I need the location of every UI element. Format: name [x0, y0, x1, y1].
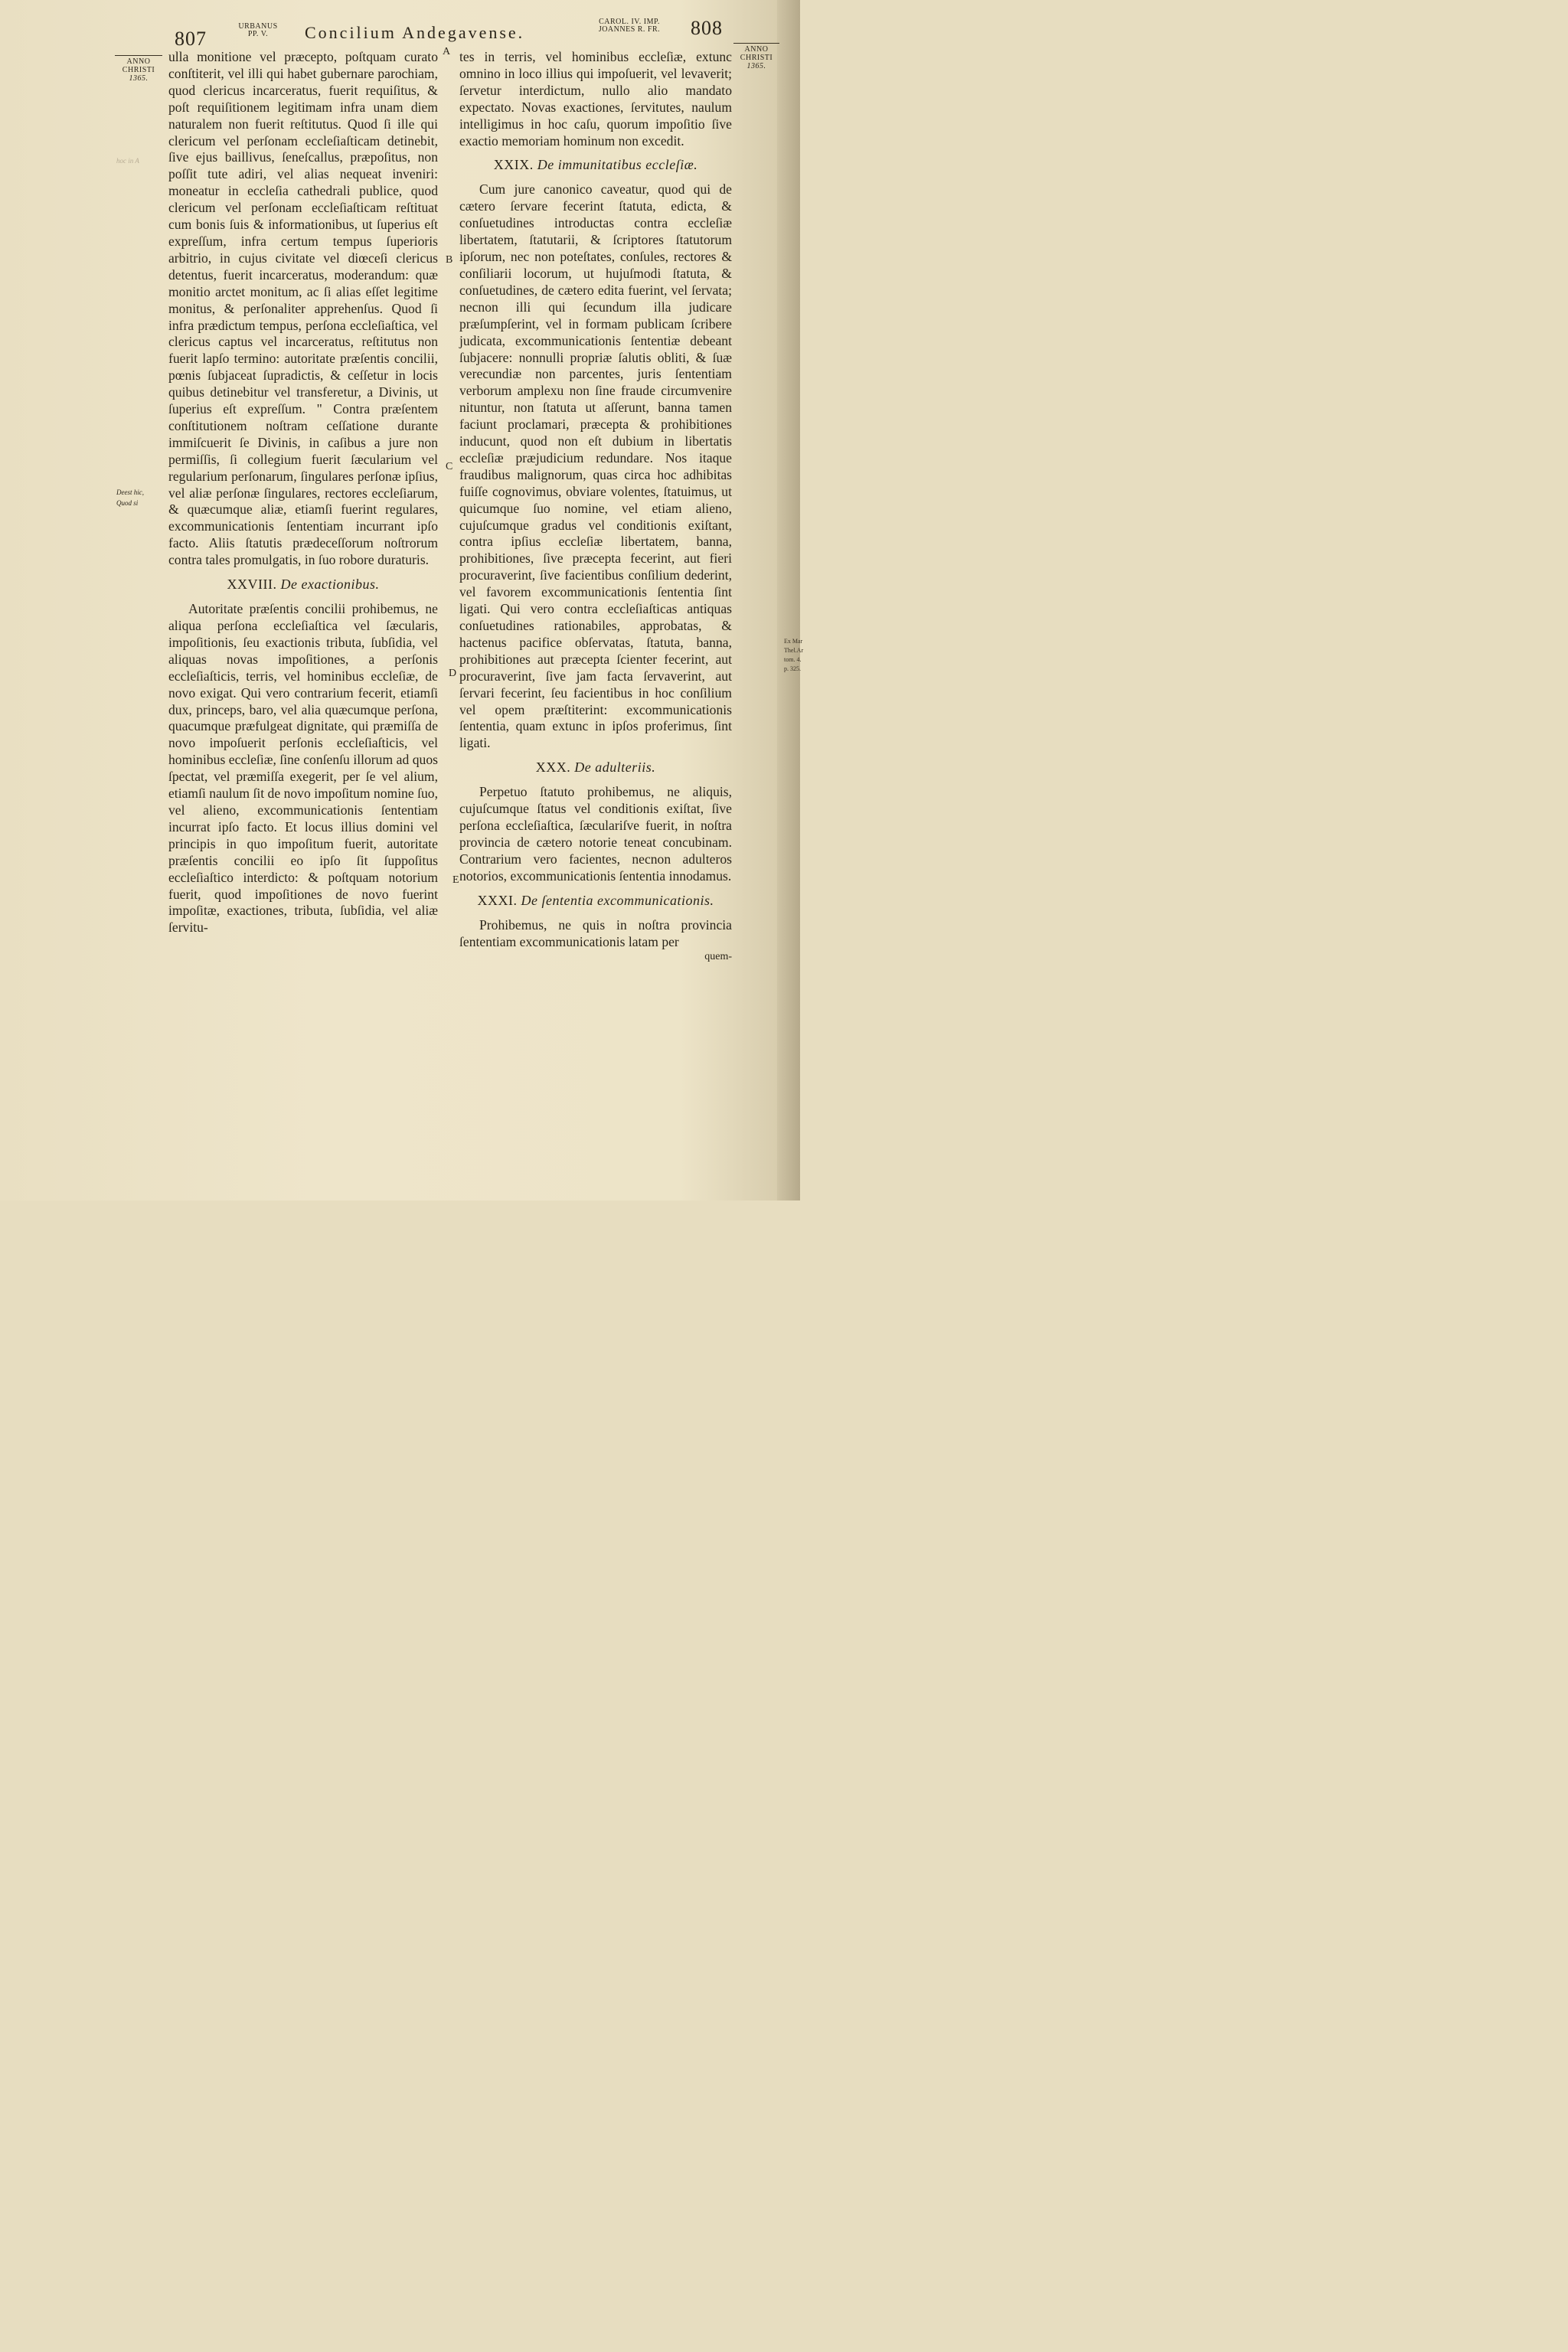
- facing-note-line: Ex Mar: [784, 638, 803, 645]
- right-running-head: [583, 18, 675, 34]
- margin-year: 1365.: [129, 74, 149, 83]
- runner-line: URBANUS: [238, 22, 278, 31]
- page-title: Concilium Andegavense.: [305, 23, 525, 42]
- section-title: De adulteriis.: [574, 760, 656, 776]
- left-margin-faint-note: hoc in A: [116, 157, 139, 165]
- facing-note-line: Thel.Ar: [784, 647, 804, 654]
- section-heading-xxxi: [459, 892, 732, 909]
- margin-anno: ANNO: [115, 55, 162, 66]
- paragraph: tes in terris, vel hominibus eccleſiæ, extunc omnino in loco illius qui impoſuerit, vel levaverit; ſervetur interdictum, nullo alio mandato expectato. Novas exactiones, ſervitutes, naulum intelligimus in hoc caſu, quorum impoſitio ſive exactio memoriam hominum non excedit.: [459, 49, 732, 149]
- paragraph: Perpetuo ſtatuto prohibemus, ne aliquis, cujuſcumque ſtatus vel conditionis exiſtat, ſive perſona eccleſiaſtica, ſæculariſve fuerit, in noſtra provincia de cætero notorie teneat concubinam. Contrarium vero facientes, necnon adulteros notorios, excommunicationis ſententia innodamus.: [459, 784, 732, 884]
- margin-anno: ANNO: [733, 43, 779, 54]
- facing-page-note: [784, 637, 803, 674]
- right-text-column: [459, 49, 732, 963]
- runner-line: CAROL. IV. IMP.: [599, 18, 660, 26]
- section-heading-xxviii: [168, 576, 438, 593]
- section-number: XXXI.: [477, 892, 518, 908]
- section-number: XXVIII.: [227, 577, 277, 593]
- section-heading-xxx: [459, 759, 732, 776]
- right-margin-year: [733, 43, 779, 70]
- section-letter-e: E: [452, 874, 459, 886]
- folio-right: 808: [691, 17, 723, 39]
- facing-page-edge: [777, 0, 800, 1200]
- section-title: De immunitatibus eccleſiæ.: [537, 157, 698, 173]
- margin-christi: CHRISTI: [122, 66, 155, 74]
- section-letter-a: A: [443, 46, 451, 57]
- runner-line: PP. V.: [247, 30, 269, 38]
- section-letter-d: D: [449, 668, 457, 679]
- section-number: XXIX.: [493, 157, 534, 173]
- section-title: De exactionibus.: [280, 577, 380, 593]
- runner-line: JOANNES R. FR.: [598, 25, 661, 34]
- left-running-head: [231, 23, 285, 38]
- margin-note-line: Deest hic,: [116, 488, 144, 496]
- left-margin-note: [116, 487, 170, 508]
- left-text-column: [168, 49, 438, 936]
- facing-note-line: p. 325.: [784, 665, 801, 672]
- margin-year: 1365.: [746, 62, 766, 70]
- margin-christi: CHRISTI: [740, 54, 773, 62]
- paragraph: Autoritate præſentis concilii prohibemus, ne aliqua perſona eccleſiaſtica vel ſæcularis, impoſitionis, ſeu exactionis tributa, ſubſidia, vel aliquas novas impoſitiones, a perſonis eccleſiaſticis, terris, vel hominibus eccleſiæ, de novo exigat. Qui vero contrarium fecerit, etiamſi dux, princeps, baro, vel alia quæcumque perſona, quacumque præfulgeat dignitate, qui præmiſſa de novo impoſuerit perſonis eccleſiaſticis, vel hominibus eccleſiæ, ſine conſenſu illorum ad quos ſpectat, vel præmiſſa exegerit, per ſe vel alium, etiamſi naulum ſit de novo impoſitum nomine ſuo, vel alieno, excommunicationis ſententiam incurrat ipſo facto. Et locus illius domini vel principis in quo impoſitum fuerit, autoritate præſentis concilii eo ipſo ſit ſuppoſitus eccleſiaſtico interdicto: & poſtquam notorium fuerit, quod impoſitiones de novo fuerint impoſitæ, exactiones, tributa, ſubſidia, vel aliæ ſervitu-: [168, 601, 438, 936]
- book-page: [0, 0, 804, 1200]
- folio-left: 807: [175, 28, 207, 50]
- section-letter-c: C: [446, 461, 453, 472]
- section-number: XXX.: [535, 760, 571, 776]
- paragraph: Prohibemus, ne quis in noſtra provincia ſententiam excommunicationis latam per: [459, 916, 732, 949]
- section-title: De ſententia excommunicationis.: [521, 892, 714, 908]
- catchword: quem-: [704, 950, 732, 962]
- paragraph: Cum jure canonico caveatur, quod qui de cætero ſervare fecerint ſtatuta, edicta, & conſuetudines introductas contra eccleſiæ libertatem, ſtatutarii, & ſcriptores ſtatutorum ipſorum, nec non poteſtates, conſules, rectores & conſiliarii locorum, ut hujuſmodi ſtatuta, & conſuetudines, de cætero edita fuerint, vel ſervata; necnon illi qui ſecundum illa judicare præſumpſerint, vel in formam publicam ſcribere judicata, excommunicationis ſententiæ debeant ſubjacere: nonnulli propriæ ſalutis obliti, & ſuæ verecundiæ non parcentes, juris ſententiam verborum amplexu non ſine fraude circumvenire nituntur, non ſtatuta ut aſſerunt, banna tamen faciunt proclamari, præcepta & prohibitiones inducunt, quod non eſt dubium in libertatis eccleſiæ præjudicium redundare. Nos itaque fraudibus malignorum, quas circa hoc adhibitas fuiſſe cognovimus, obviare volentes, ſtatuimus, ut quicumque ſuo nomine, vel etiam alieno, cujuſcumque gradus vel conditionis exiſtant, contra ipſius eccleſiæ libertatem, banna, prohibitiones, ſive præcepta fecerint, aut fieri procuraverint, ſive facientibus conſilium dederint, vel favorem excommunicationis ſententia ſint ligati. Qui vero contra eccleſiaſticas antiquas conſuetudines rationabiles, approbatas, & hactenus pacifice obſervatas, ſtatuta, banna, prohibitiones aut præcepta ſcienter fecerint, aut procuraverint, ſive jam facta ſervaverint, aut ſervari fecerint, ſeu facientibus in hoc conſilium vel opem præſtiterint: excommunicationis ſententia, quam extunc in ipſos proferimus, ſint ligati.: [459, 181, 732, 751]
- section-letter-b: B: [446, 254, 453, 266]
- facing-note-line: tom. 4.: [784, 656, 802, 663]
- left-margin-year: [115, 55, 162, 83]
- margin-note-line: Quod si: [116, 499, 139, 507]
- section-heading-xxix: [459, 156, 732, 173]
- paragraph: ulla monitione vel præcepto, poſtquam curato conſtiterit, vel illi qui habet gubernare parochiam, quod clericus incarceratus, fuerit requiſitus, & poſt requiſitionem legitimam infra unam diem naturalem non fuerit reſtitutus. Quod ſi ille qui clericum vel perſonam eccleſiaſticam detinebit, ſive ejus baillivus, ſeneſcallus, præpoſitus, non poſſit tute adiri, vel alias nequeat inveniri: moneatur in eccleſia cathedrali publice, quod clericum vel perſonam eccleſiaſticam reſtituat cum bonis ſuis & informationibus, ut ſuperius eſt expreſſum, infra certum tempus ſuperioris arbitrio, in cujus civitate vel diœceſi clericus detentus, fuerit incarceratus, moderandum: quæ monitio arctet monitum, ac ſi alias eſſet legitime monitus, & perſonaliter apprehenſus. Quod ſi infra prædictum tempus, perſona eccleſiaſtica, vel clericus captus vel incarceratus, reſtitutus non fuerit lapſo termino: autoritate præſentis concilii, pœnis ſubjaceat ſupradictis, & ceſſetur in locis quibus detinebitur vel transferetur, a Divinis, ut ſuperius eſt expreſſum. " Contra præſentem conſtitutionem noſtram ceſſatione durante immiſcuerit ſe Divinis, in caſibus a jure non permiſſis, ſi collegium fuerit ſæcularium vel regularium perſonarum, ſingulares perſonæ ipſius, vel aliæ perſonæ ſingulares, rectores eccleſiarum, & quæcumque aliæ, etiamſi fuerint regulares, excommunicationis ſententiam incurrant ipſo facto. Aliis ſtatutis prædeceſſorum noſtrorum contra tales promulgatis, in ſuo robore duraturis.: [168, 49, 438, 568]
